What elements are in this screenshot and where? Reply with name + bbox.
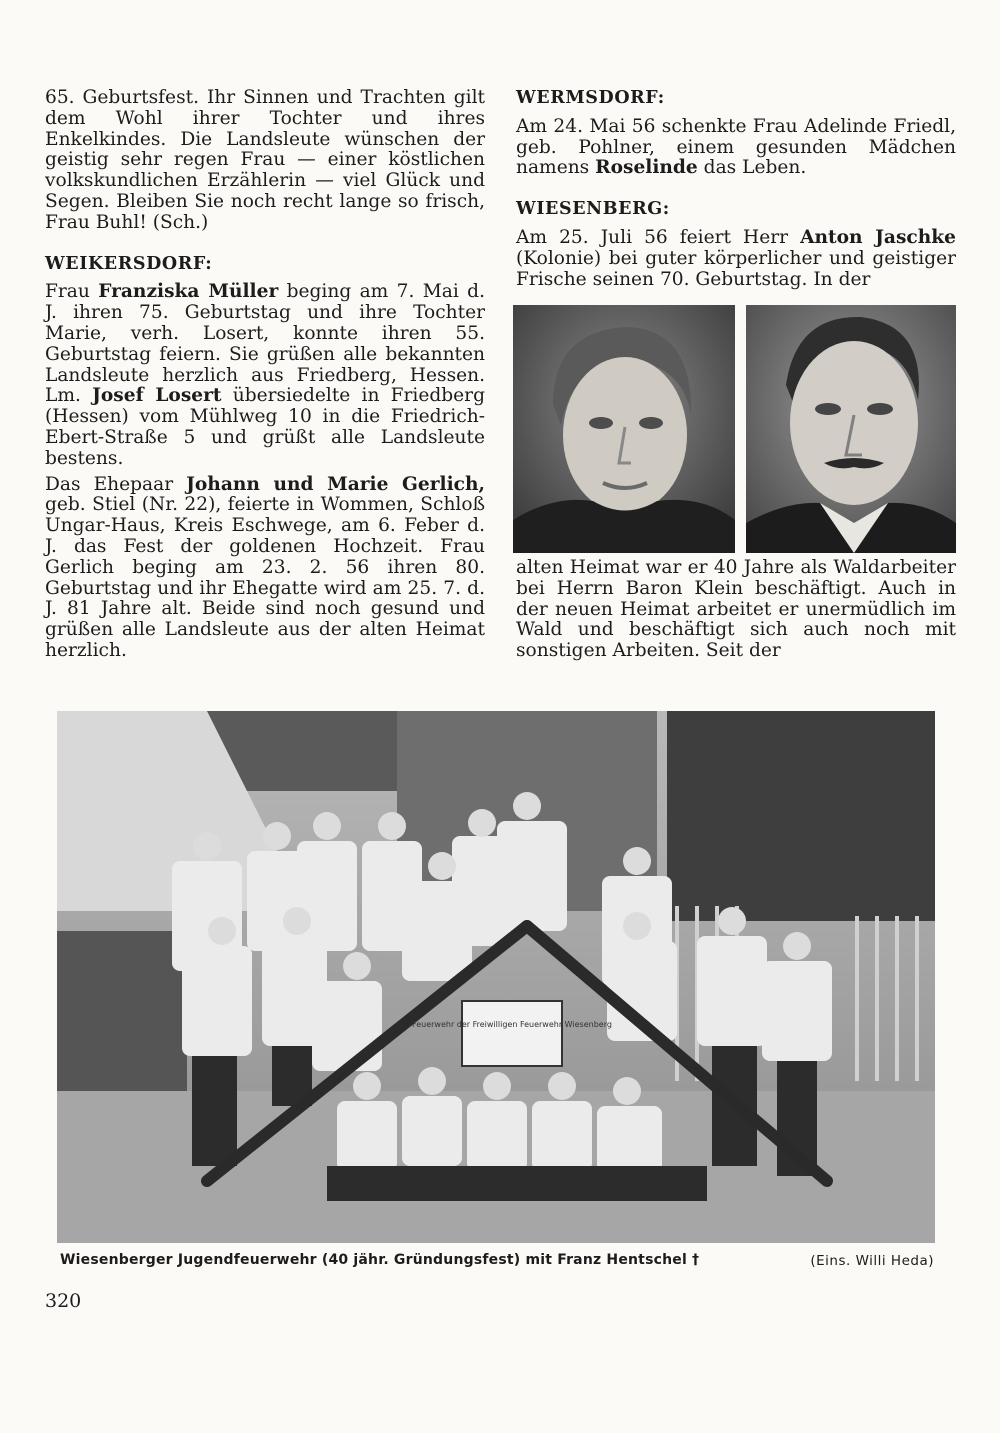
- youth-fire-brigade-photo: [57, 711, 935, 1243]
- portrait-photo-man: [746, 305, 956, 553]
- wermsdorf-heading: WERMSDORF:: [516, 88, 665, 108]
- weikersdorf-paragraph-2: Das Ehepaar Johann und Marie Gerlich, geb. Stiel (Nr. 22), feierte in Wommen, Schloß Ungar-Haus, Kreis Eschwege, am 6. Feber d. J. das Fest der goldenen Hochzeit. Frau Gerlich beging am 23. 2. 56 ihren 80. Geburtstag und ihr Ehegatte wird am 25. 7. d. J. 81 Jahre alt. Beide sind noch gesund und grüßen alle Landsleute aus der alten Heimat herzlich.: [45, 473, 485, 661]
- page-number: 320: [45, 1290, 82, 1312]
- photo-caption: Wiesenberger Jugendfeuerwehr (40 jähr. Gründungsfest) mit Franz Hentschel †: [60, 1252, 700, 1268]
- brigade-sign: [462, 1001, 562, 1066]
- wiesenberg-paragraph-continued: alten Heimat war er 40 Jahre als Waldarbeiter bei Herrn Baron Klein beschäftigt. Auch in der neuen Heimat arbeitet er unermüdlich im Wald und beschäftigt sich auch noch mit sonstigen Arbeiten. Seit der: [516, 557, 956, 662]
- wiesenberg-heading: WIESENBERG:: [516, 199, 670, 220]
- portrait-photos: [513, 305, 956, 553]
- wiesenberg-paragraph: Am 25. Juli 56 feiert Herr Anton Jaschke (Kolonie) bei guter körperlicher und geistiger Frische seinen 70. Geburtstag. In der: [516, 226, 956, 290]
- left-column: [45, 88, 485, 662]
- portrait-photo-woman: [513, 305, 735, 553]
- name-gerlich: Johann und Marie Gerlich,: [186, 473, 485, 495]
- weikersdorf-paragraph-1: Frau Franziska Müller beging am 7. Mai d. J. ihren 75. Geburtstag und ihre Tochter Marie, verh. Losert, konnte ihren 55. Geburtstag feiern. Sie grüßen alle bekannten Landsleute herzlich aus Friedberg, Hessen. Lm. Josef Losert übersiedelte in Friedberg (Hessen) vom Mühlweg 10 in die Friedrich-Ebert-Straße 5 und grüßt alle Landsleute bestens.: [45, 281, 485, 469]
- name-roselinde: Roselinde: [595, 157, 698, 179]
- right-column: [516, 88, 956, 290]
- weikersdorf-heading: WEIKERSDORF:: [45, 253, 213, 274]
- photo-credit: (Eins. Willi Heda): [810, 1253, 934, 1269]
- name-josef-losert: Josef Losert: [92, 385, 222, 407]
- intro-paragraph: 65. Geburtsfest. Ihr Sinnen und Trachten gilt dem Wohl ihrer Tochter und ihres Enkelkindes. Die Landsleute wünschen der geistig sehr regen Frau — einer köstlichen volkskundlichen Erzählerin — viel Glück und Segen. Bleiben Sie noch recht lange so frisch, Frau Buhl! (Sch.): [45, 87, 485, 233]
- brigade-sign-text: Feuerwehr der Freiwilligen Feuerwehr Wiesenberg: [412, 1020, 612, 1029]
- name-anton-jaschke: Anton Jaschke: [800, 226, 956, 248]
- right-column-continued: [516, 558, 956, 662]
- name-franziska-mueller: Franziska Müller: [98, 281, 279, 303]
- wermsdorf-paragraph: Am 24. Mai 56 schenkte Frau Adelinde Friedl, geb. Pohlner, einem gesunden Mädchen namens Roselinde das Leben.: [516, 115, 956, 179]
